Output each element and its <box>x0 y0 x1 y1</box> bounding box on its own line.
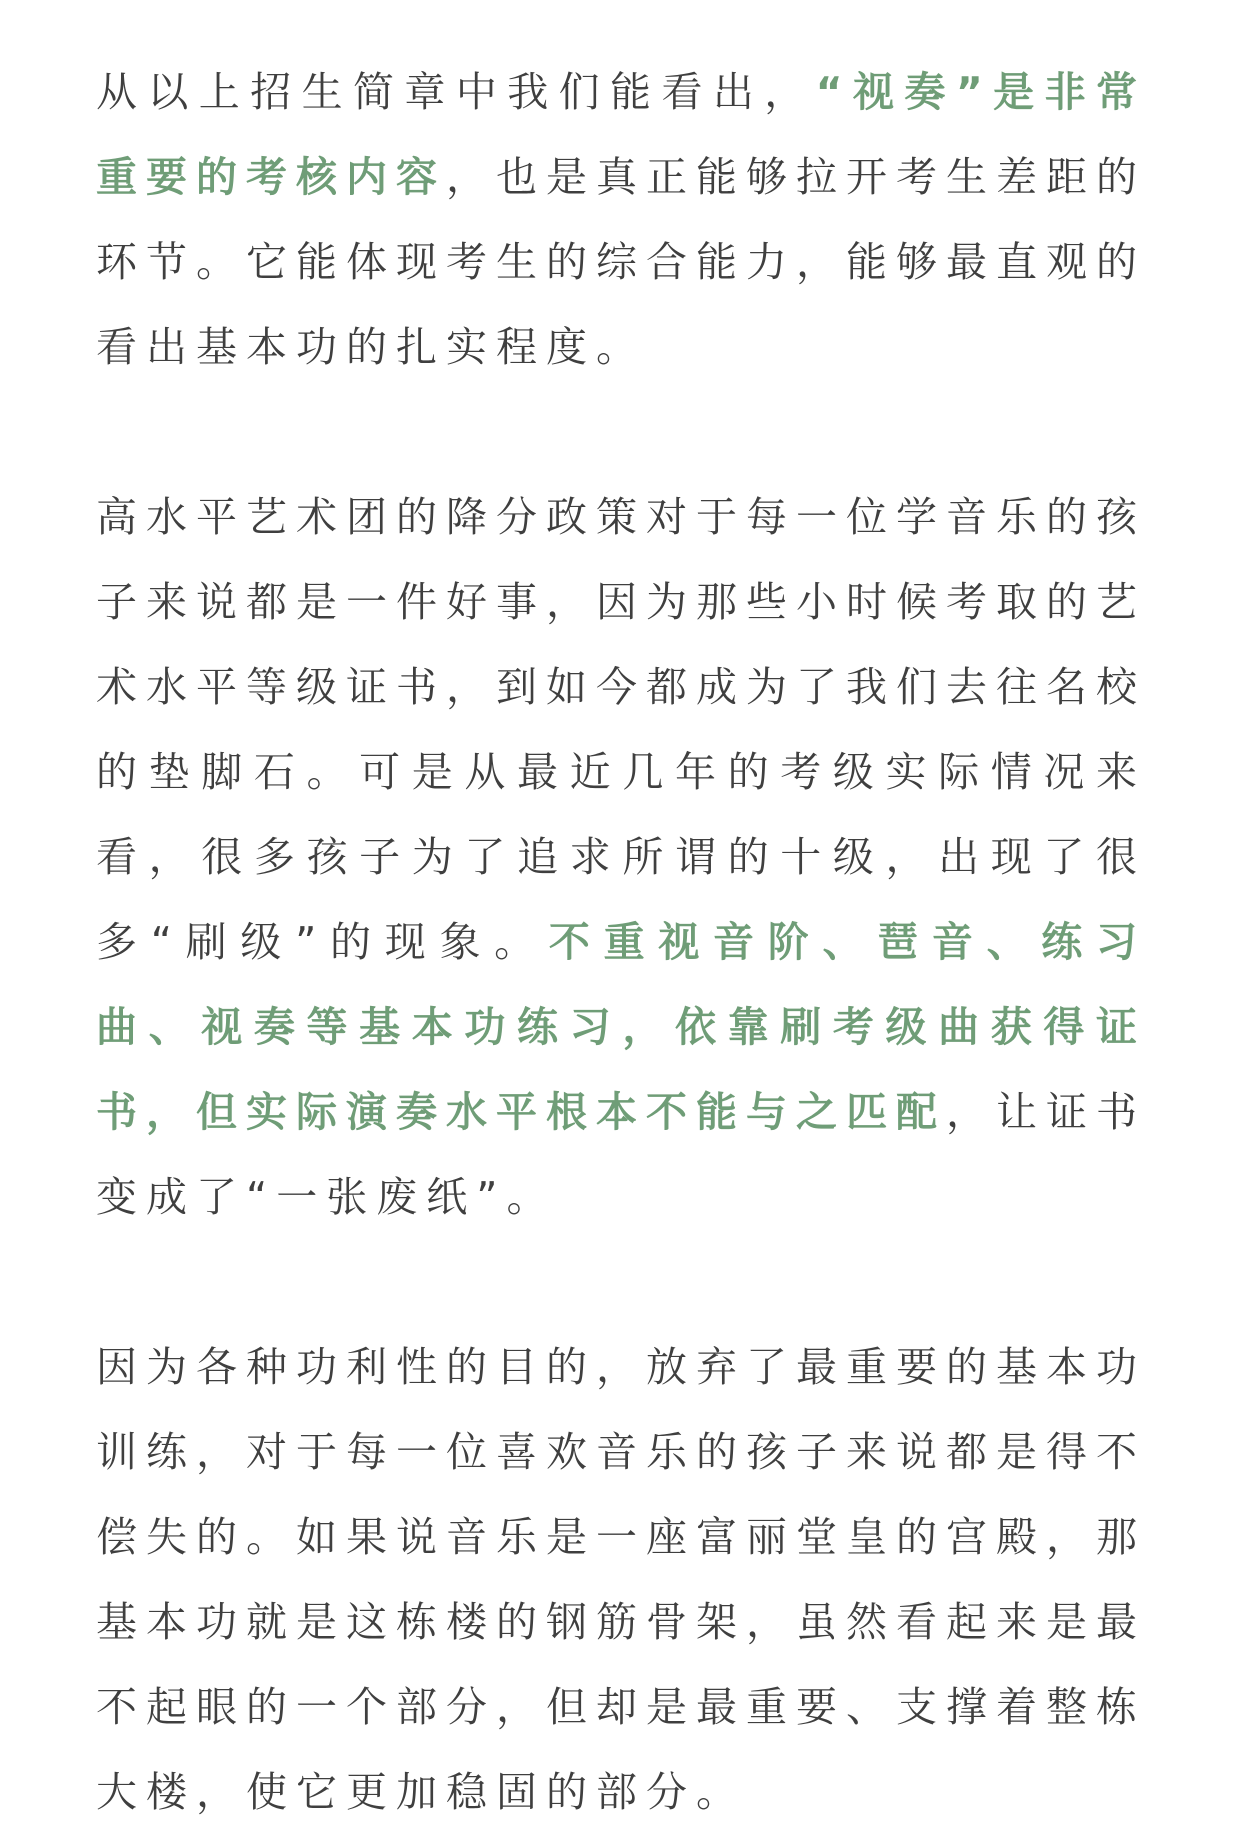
paragraph-3 <box>96 1325 1146 1835</box>
paragraph-2-highlight: 不重视音阶、琶音、练习曲、视奏等基本功练习，依靠刷考级曲获得证书，但实际演奏水平根本不能与之匹配 <box>96 918 1147 1136</box>
paragraph-2 <box>96 475 1146 1240</box>
paragraph-3-text-1: 因为各种功利性的目的，放弃了最重要的基本功训练，对于每一位喜欢音乐的孩子来说都是得不偿失的。如果说音乐是一座富丽堂皇的宫殿，那基本功就是这栋楼的钢筋骨架，虽然看起来是最不起眼的一个部分，但却是最重要、支撑着整栋大楼，使它更加稳固的部分。 <box>96 1343 1146 1816</box>
paragraph-2-text-1: 高水平艺术团的降分政策对于每一位学音乐的孩子来说都是一件好事，因为那些小时候考取的艺术水平等级证书，到如今都成为了我们去往名校的垫脚石。可是从最近几年的考级实际情况来看，很多孩子为了追求所谓的十级，出现了很多“刷级”的现象。 <box>96 493 1146 966</box>
paragraph-1-text-1: 从以上招生简章中我们能看出， <box>96 68 816 116</box>
paragraph-2-text-2: ，让证书变成了“一张废纸”。 <box>96 1088 1146 1221</box>
paragraph-1 <box>96 50 1146 390</box>
paragraph-1-highlight: “视奏”是非常重要的考核内容 <box>96 68 1146 201</box>
paragraph-1-text-2: ，也是真正能够拉开考生差距的环节。它能体现考生的综合能力，能够最直观的看出基本功的扎实程度。 <box>96 153 1146 371</box>
